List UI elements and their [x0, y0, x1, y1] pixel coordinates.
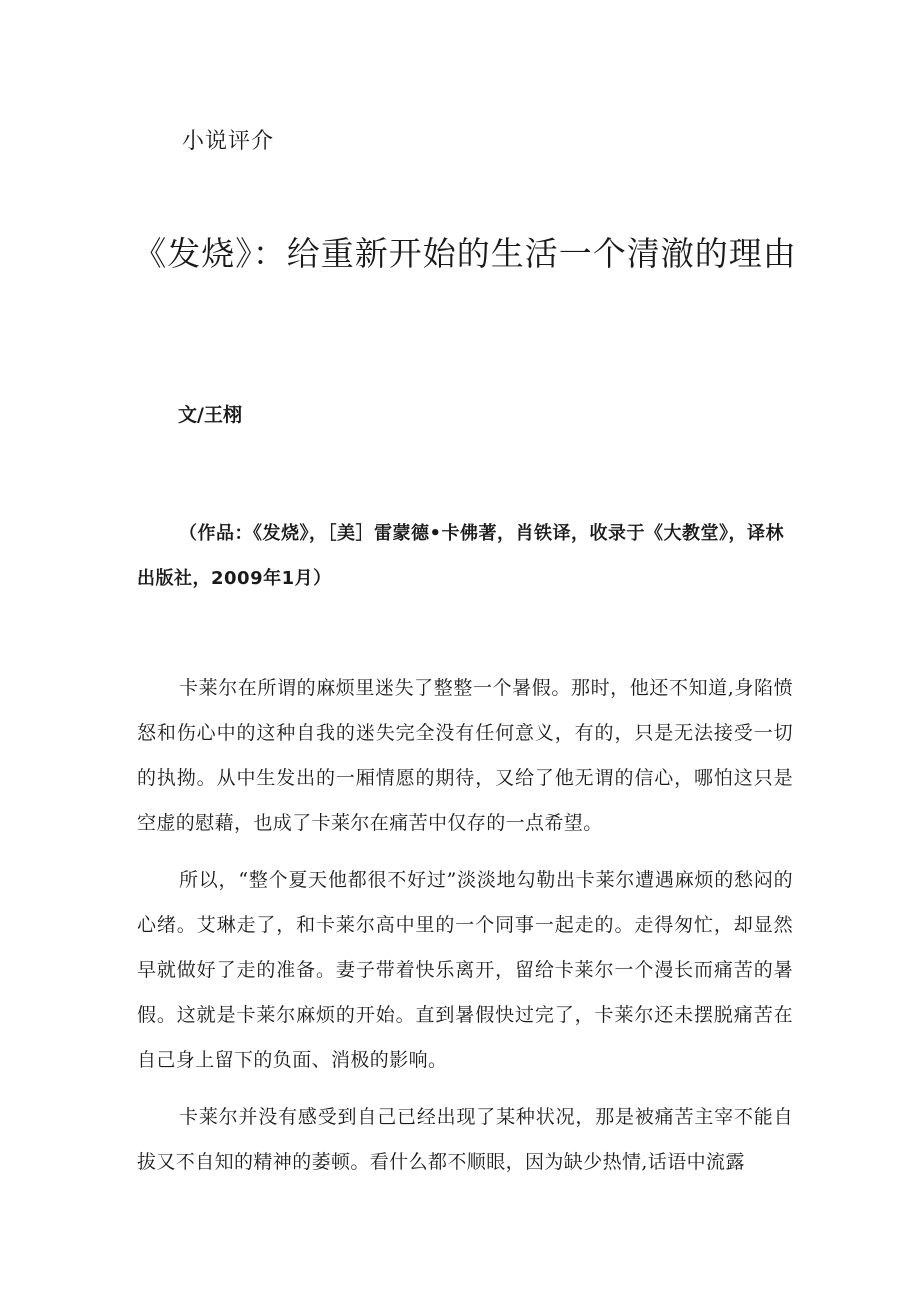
paragraph-2: 所以，“整个夏天他都很不好过”淡淡地勾勒出卡莱尔遭遇麻烦的愁闷的心绪。艾琳走了，和卡莱尔高中里的一个同事一起走的。走得匆忙，却显然早就做好了走的准备。妻子带着快乐离开，留给卡莱尔一个漫长而痛苦的暑假。这就是卡莱尔麻烦的开始。直到暑假快过完了，卡莱尔还未摆脱痛苦在自己身上留下的负面、消极的影响。	[137, 869, 793, 1071]
article-body	[137, 666, 793, 1197]
source-citation: （作品：《发烧》，［美］雷蒙德•卡佛著，肖铁译，收录于《大教堂》，译林出版社，2009年1月）	[137, 523, 785, 589]
author-byline: 文/王栩	[178, 404, 242, 426]
paragraph-3: 卡莱尔并没有感受到自己已经出现了某种状况，那是被痛苦主宰不能自拔又不自知的精神的萎顿。看什么都不顺眼，因为缺少热情,话语中流露	[137, 1106, 793, 1173]
paragraph-1: 卡莱尔在所谓的麻烦里迷失了整整一个暑假。那时，他还不知道,身陷愤怒和伤心中的这种自我的迷失完全没有任何意义，有的，只是无法接受一切的执拗。从中生发出的一厢情愿的期待，又给了他无谓的信心，哪怕这只是空虚的慰藉，也成了卡莱尔在痛苦中仅存的一点希望。	[137, 677, 793, 834]
article-title: 《发烧》：给重新开始的生活一个清澈的理由	[133, 234, 797, 273]
category-label: 小说评介	[182, 129, 275, 154]
